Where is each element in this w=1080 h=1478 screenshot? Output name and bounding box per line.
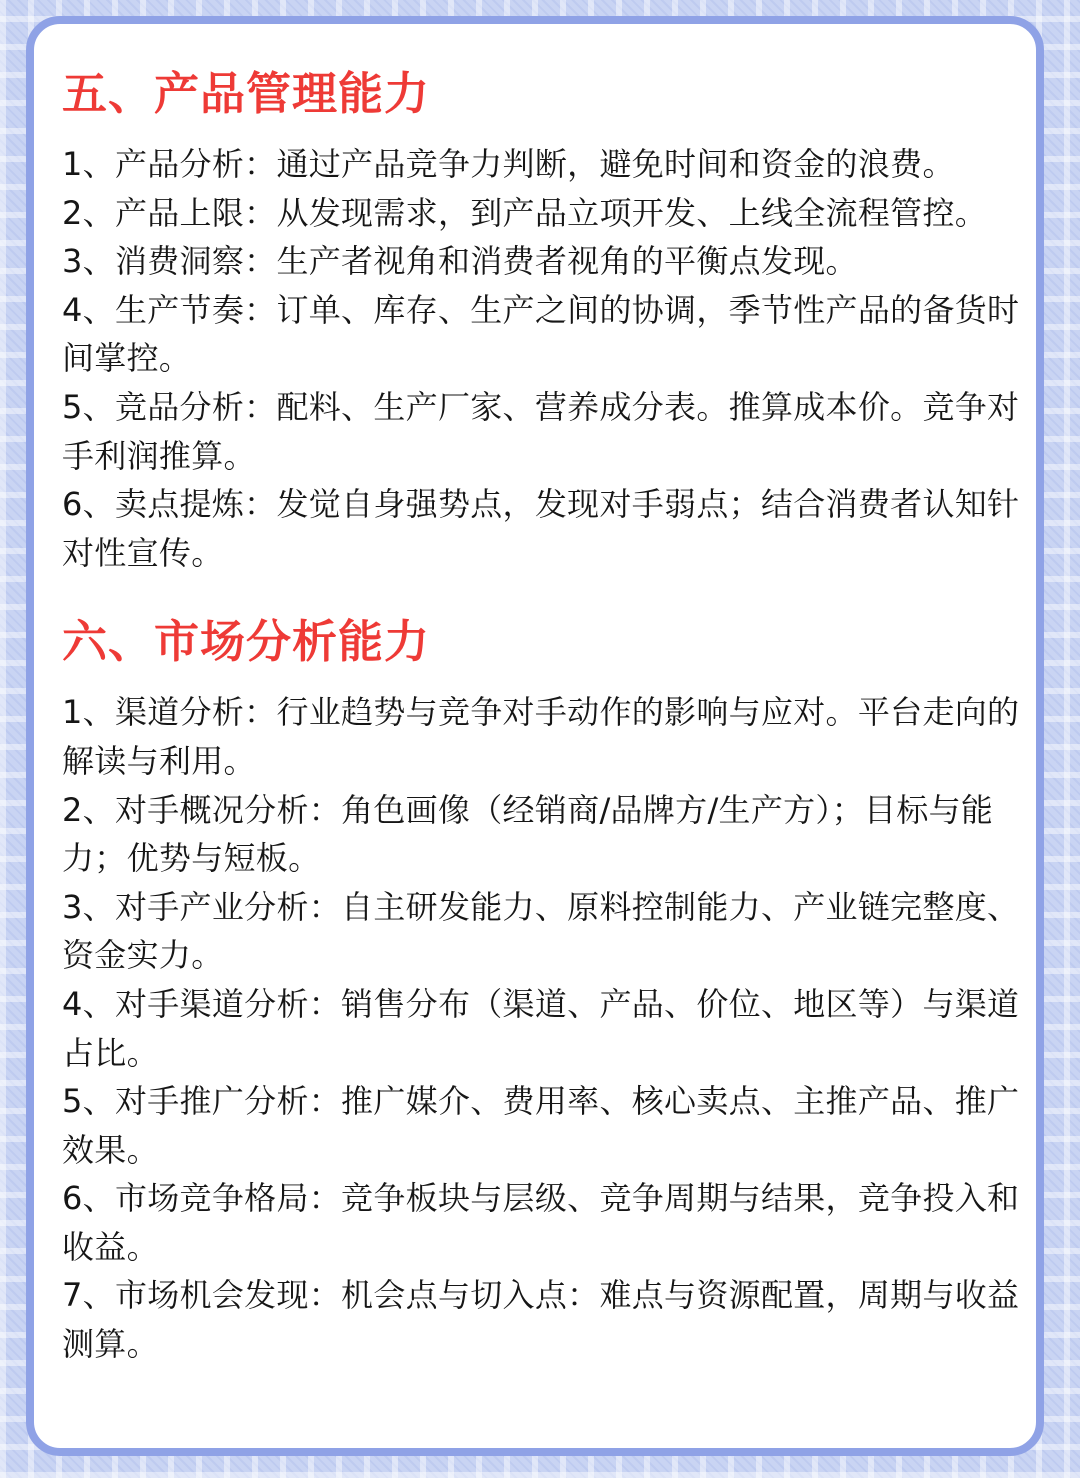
list-item: 2、对手概况分析：角色画像（经销商/品牌方/生产方）；目标与能力；优势与短板。: [62, 790, 994, 878]
item-list: [62, 688, 1036, 1368]
section-title: 五、产品管理能力: [62, 67, 431, 120]
section-market-analysis: [62, 612, 1036, 1368]
list-item: 5、对手推广分析：推广媒介、费用率、核心卖点、主推产品、推广效果。: [62, 1082, 1020, 1169]
list-item: 4、对手渠道分析：销售分布（渠道、产品、价位、地区等）与渠道占比。: [62, 984, 1020, 1072]
list-item: 2、产品上限：从发现需求，到产品立项开发、上线全流程管控。: [62, 193, 988, 232]
list-item: 4、生产节奏：订单、库存、生产之间的协调，季节性产品的备货时间掌控。: [62, 290, 1020, 378]
list-item: 6、卖点提炼：发觉自身强势点，发现对手弱点；结合消费者认知针对性宣传。: [62, 485, 1020, 572]
item-list: [62, 140, 1036, 577]
list-item: 1、产品分析：通过产品竞争力判断，避免时间和资金的浪费。: [62, 145, 955, 183]
list-item: 5、竞品分析：配料、生产厂家、营养成分表。推算成本价。竞争对手利润推算。: [62, 387, 1020, 475]
list-item: 6、市场竞争格局：竞争板块与层级、竞争周期与结果，竞争投入和收益。: [62, 1179, 1020, 1266]
list-item: 3、消费洞察：生产者视角和消费者视角的平衡点发现。: [62, 242, 858, 281]
list-item: 3、对手产业分析：自主研发能力、原料控制能力、产业链完整度、资金实力。: [62, 887, 1020, 975]
list-item: 7、市场机会发现：机会点与切入点：难点与资源配置，周期与收益测算。: [62, 1276, 1020, 1364]
list-item: 1、渠道分析：行业趋势与竞争对手动作的影响与应对。平台走向的解读与利用。: [62, 693, 1020, 780]
section-title: 六、市场分析能力: [62, 615, 431, 669]
content-card: [26, 16, 1044, 1456]
section-product-management: [62, 64, 1036, 577]
